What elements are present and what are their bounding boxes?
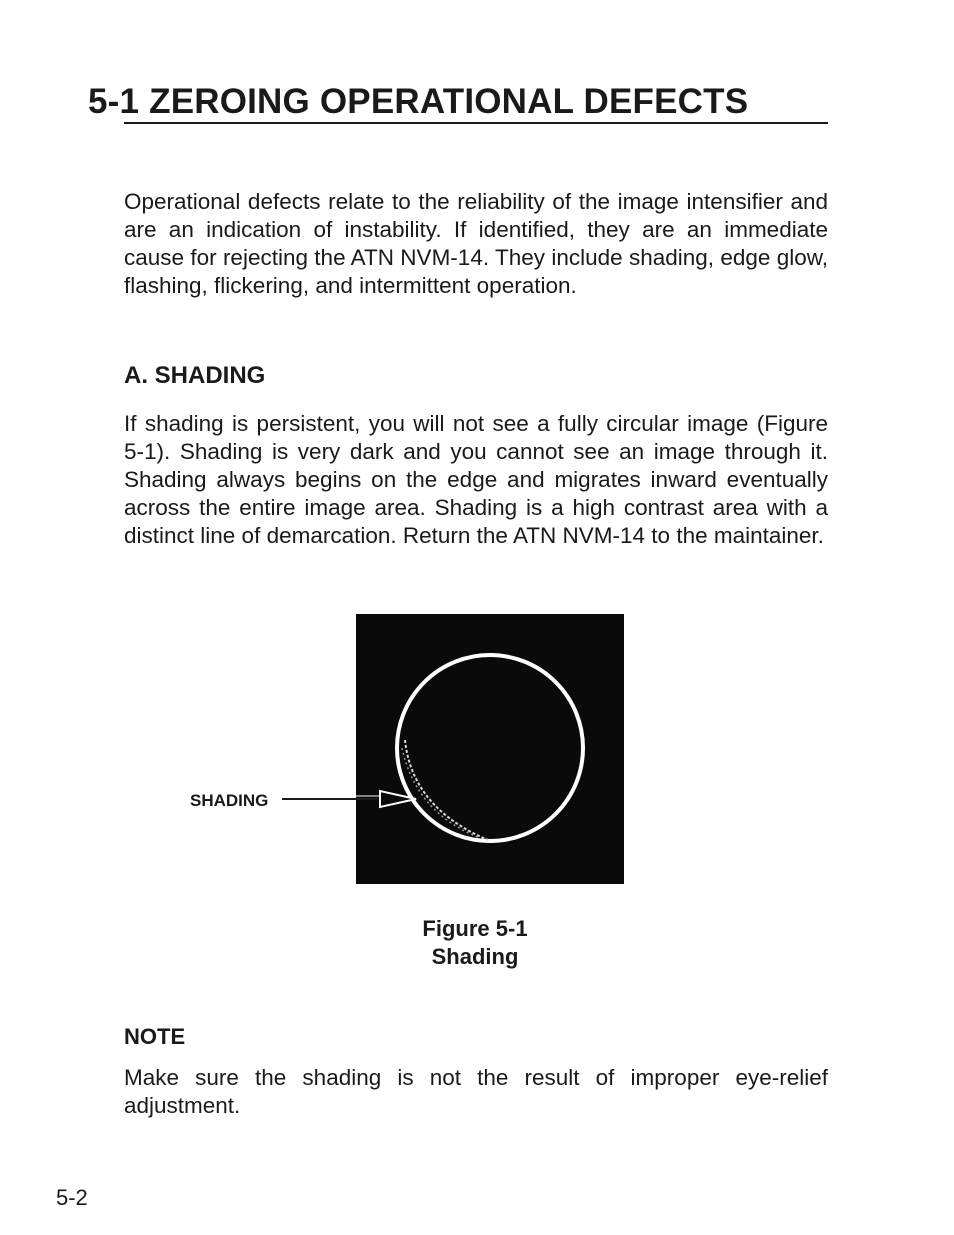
note-paragraph: Make sure the shading is not the result of improper eye-relief adjustment. xyxy=(124,1065,828,1118)
figure-caption xyxy=(330,915,620,971)
page-number: 5-2 xyxy=(56,1185,88,1210)
figure-illustration xyxy=(180,608,630,890)
shading-paragraph: If shading is persistent, you will not see a fully circular image (Figure 5-1). Shading is very dark and you cannot see an image through it. Shading always begins on the edge and migrates inward eventually across the entire image area. Shading is a high contrast area with a distinct line of demarcation. Return the ATN NVM-14 to the maintainer. xyxy=(124,411,828,548)
note-heading: NOTE xyxy=(124,1024,186,1049)
figure-title: Shading xyxy=(431,944,519,969)
page-title: 5-1 ZEROING OPERATIONAL DEFECTS xyxy=(88,82,749,121)
figure-number: Figure 5-1 xyxy=(422,916,528,941)
shading-callout-label: SHADING xyxy=(190,791,269,810)
title-underline xyxy=(124,122,828,124)
intro-paragraph: Operational defects relate to the reliability of the image intensifier and are an indication of instability. If identified, they are an immediate cause for rejecting the ATN NVM-14. They include shading, edge glow, flashing, flickering, and intermittent operation. xyxy=(124,189,828,298)
section-heading-shading: A. SHADING xyxy=(124,362,266,389)
figure-shading xyxy=(180,608,630,890)
